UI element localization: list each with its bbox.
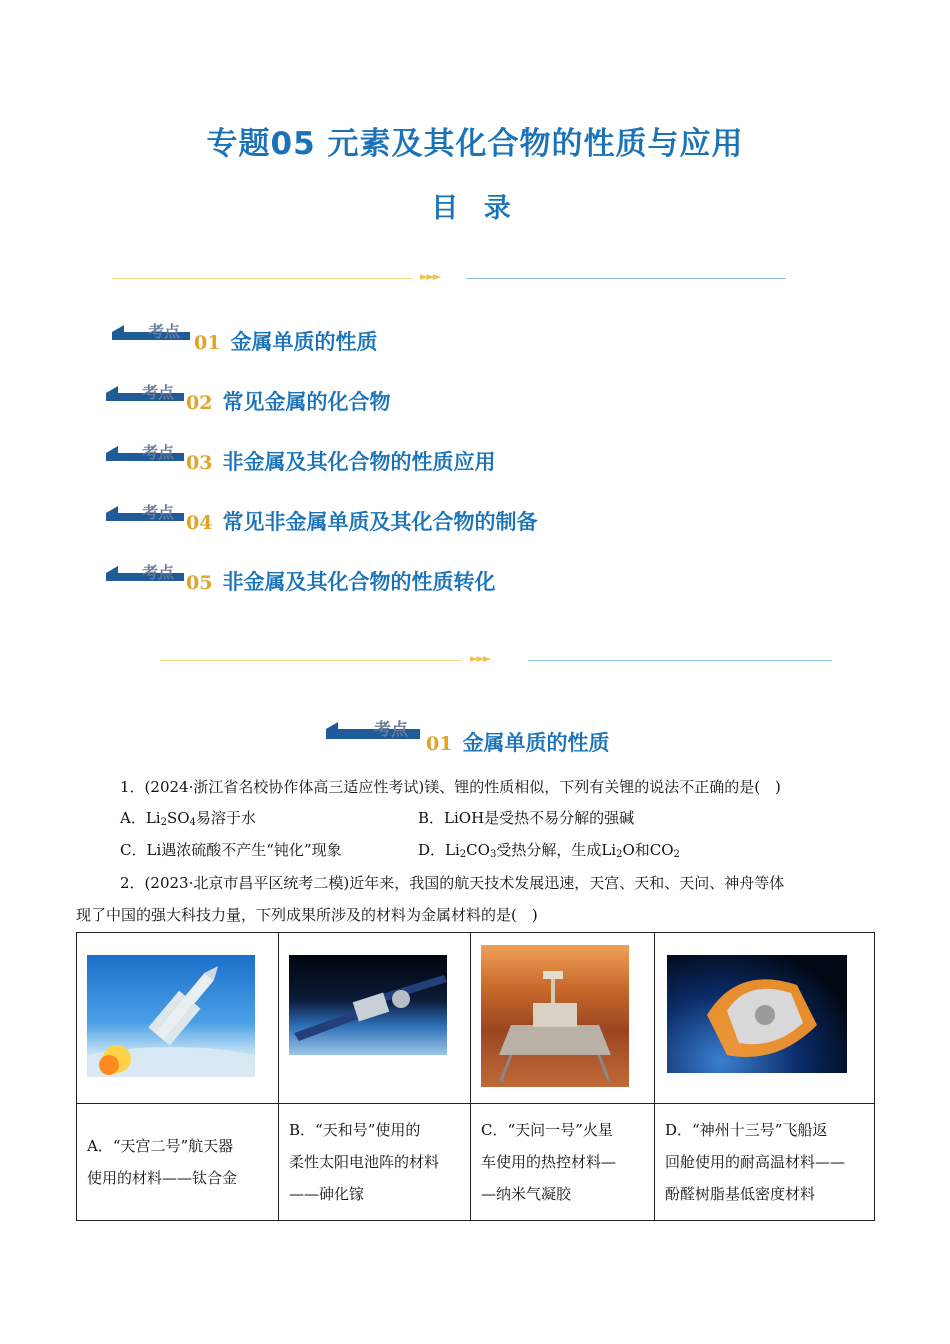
toc-item-04[interactable]: 04 常见非金属单质及其化合物的制备 [186, 510, 538, 534]
q2-stem-line2: 现了中国的强大科技力量，下列成果所涉及的材料为金属材料的是( ) [76, 906, 538, 924]
q1-option-b[interactable]: B．LiOH是受热不易分解的强碱 [418, 809, 635, 827]
q2-stem-line1: 2．(2023·北京市昌平区统考二模)近年来，我国的航天技术发展迅速，天宫、天和、天问、神舟等体 [120, 874, 785, 892]
toc-item-05[interactable]: 05 非金属及其化合物的性质转化 [186, 570, 496, 594]
section-heading: 01 金属单质的性质 [426, 731, 610, 755]
badge-icon: 考点 [326, 722, 422, 744]
q1-option-c[interactable]: C．Li遇浓硫酸不产生“钝化”现象 [120, 841, 342, 859]
option-d-image-cell [655, 933, 875, 1104]
option-a-image-cell [77, 933, 279, 1104]
divider-bottom [160, 652, 832, 667]
badge-icon: 考点 [106, 386, 186, 408]
toc-item-02[interactable]: 02 常见金属的化合物 [186, 390, 391, 414]
divider-top [112, 270, 786, 285]
toc-heading: 目 录 [431, 193, 519, 224]
arrows-icon: ►►► [420, 270, 440, 283]
rocket-image [87, 955, 255, 1077]
q1-option-d[interactable]: D．$Li_2CO_3$受热分解，生成$Li_2O$和$CO_2$ [418, 841, 680, 860]
arrows-icon: ►►► [470, 652, 490, 665]
badge-icon: 考点 [106, 566, 186, 588]
return-capsule-image [667, 955, 847, 1073]
mars-rover-image [481, 945, 629, 1087]
badge-icon: 考点 [106, 506, 186, 528]
badge-icon: 考点 [112, 325, 192, 347]
option-b-cell[interactable]: B．“天和号”使用的 柔性太阳电池阵的材料 ——砷化镓 [279, 1104, 471, 1221]
q1-option-a[interactable]: A．$Li_2SO_4$易溶于水 [120, 809, 256, 828]
option-c-cell[interactable]: C．“天问一号”火星 车使用的热控材料— —纳米气凝胶 [471, 1104, 655, 1221]
q1-stem: 1．(2024·浙江省名校协作体高三适应性考试)镁、锂的性质相似，下列有关锂的说法不正确的是( ) [120, 778, 781, 796]
option-c-image-cell [471, 933, 655, 1104]
page-title: 专题05 元素及其化合物的性质与应用 [206, 126, 744, 162]
space-station-image [289, 955, 447, 1055]
option-a-cell[interactable]: A．“天宫二号”航天器 使用的材料——钛合金 [77, 1104, 279, 1221]
option-d-cell[interactable]: D．“神州十三号”飞船返 回舱使用的耐高温材料—— 酚醛树脂基低密度材料 [655, 1104, 875, 1221]
q2-options-table [76, 932, 875, 1221]
toc-item-01[interactable]: 01 金属单质的性质 [194, 330, 378, 354]
option-b-image-cell [279, 933, 471, 1104]
badge-icon: 考点 [106, 446, 186, 468]
toc-item-03[interactable]: 03 非金属及其化合物的性质应用 [186, 450, 496, 474]
